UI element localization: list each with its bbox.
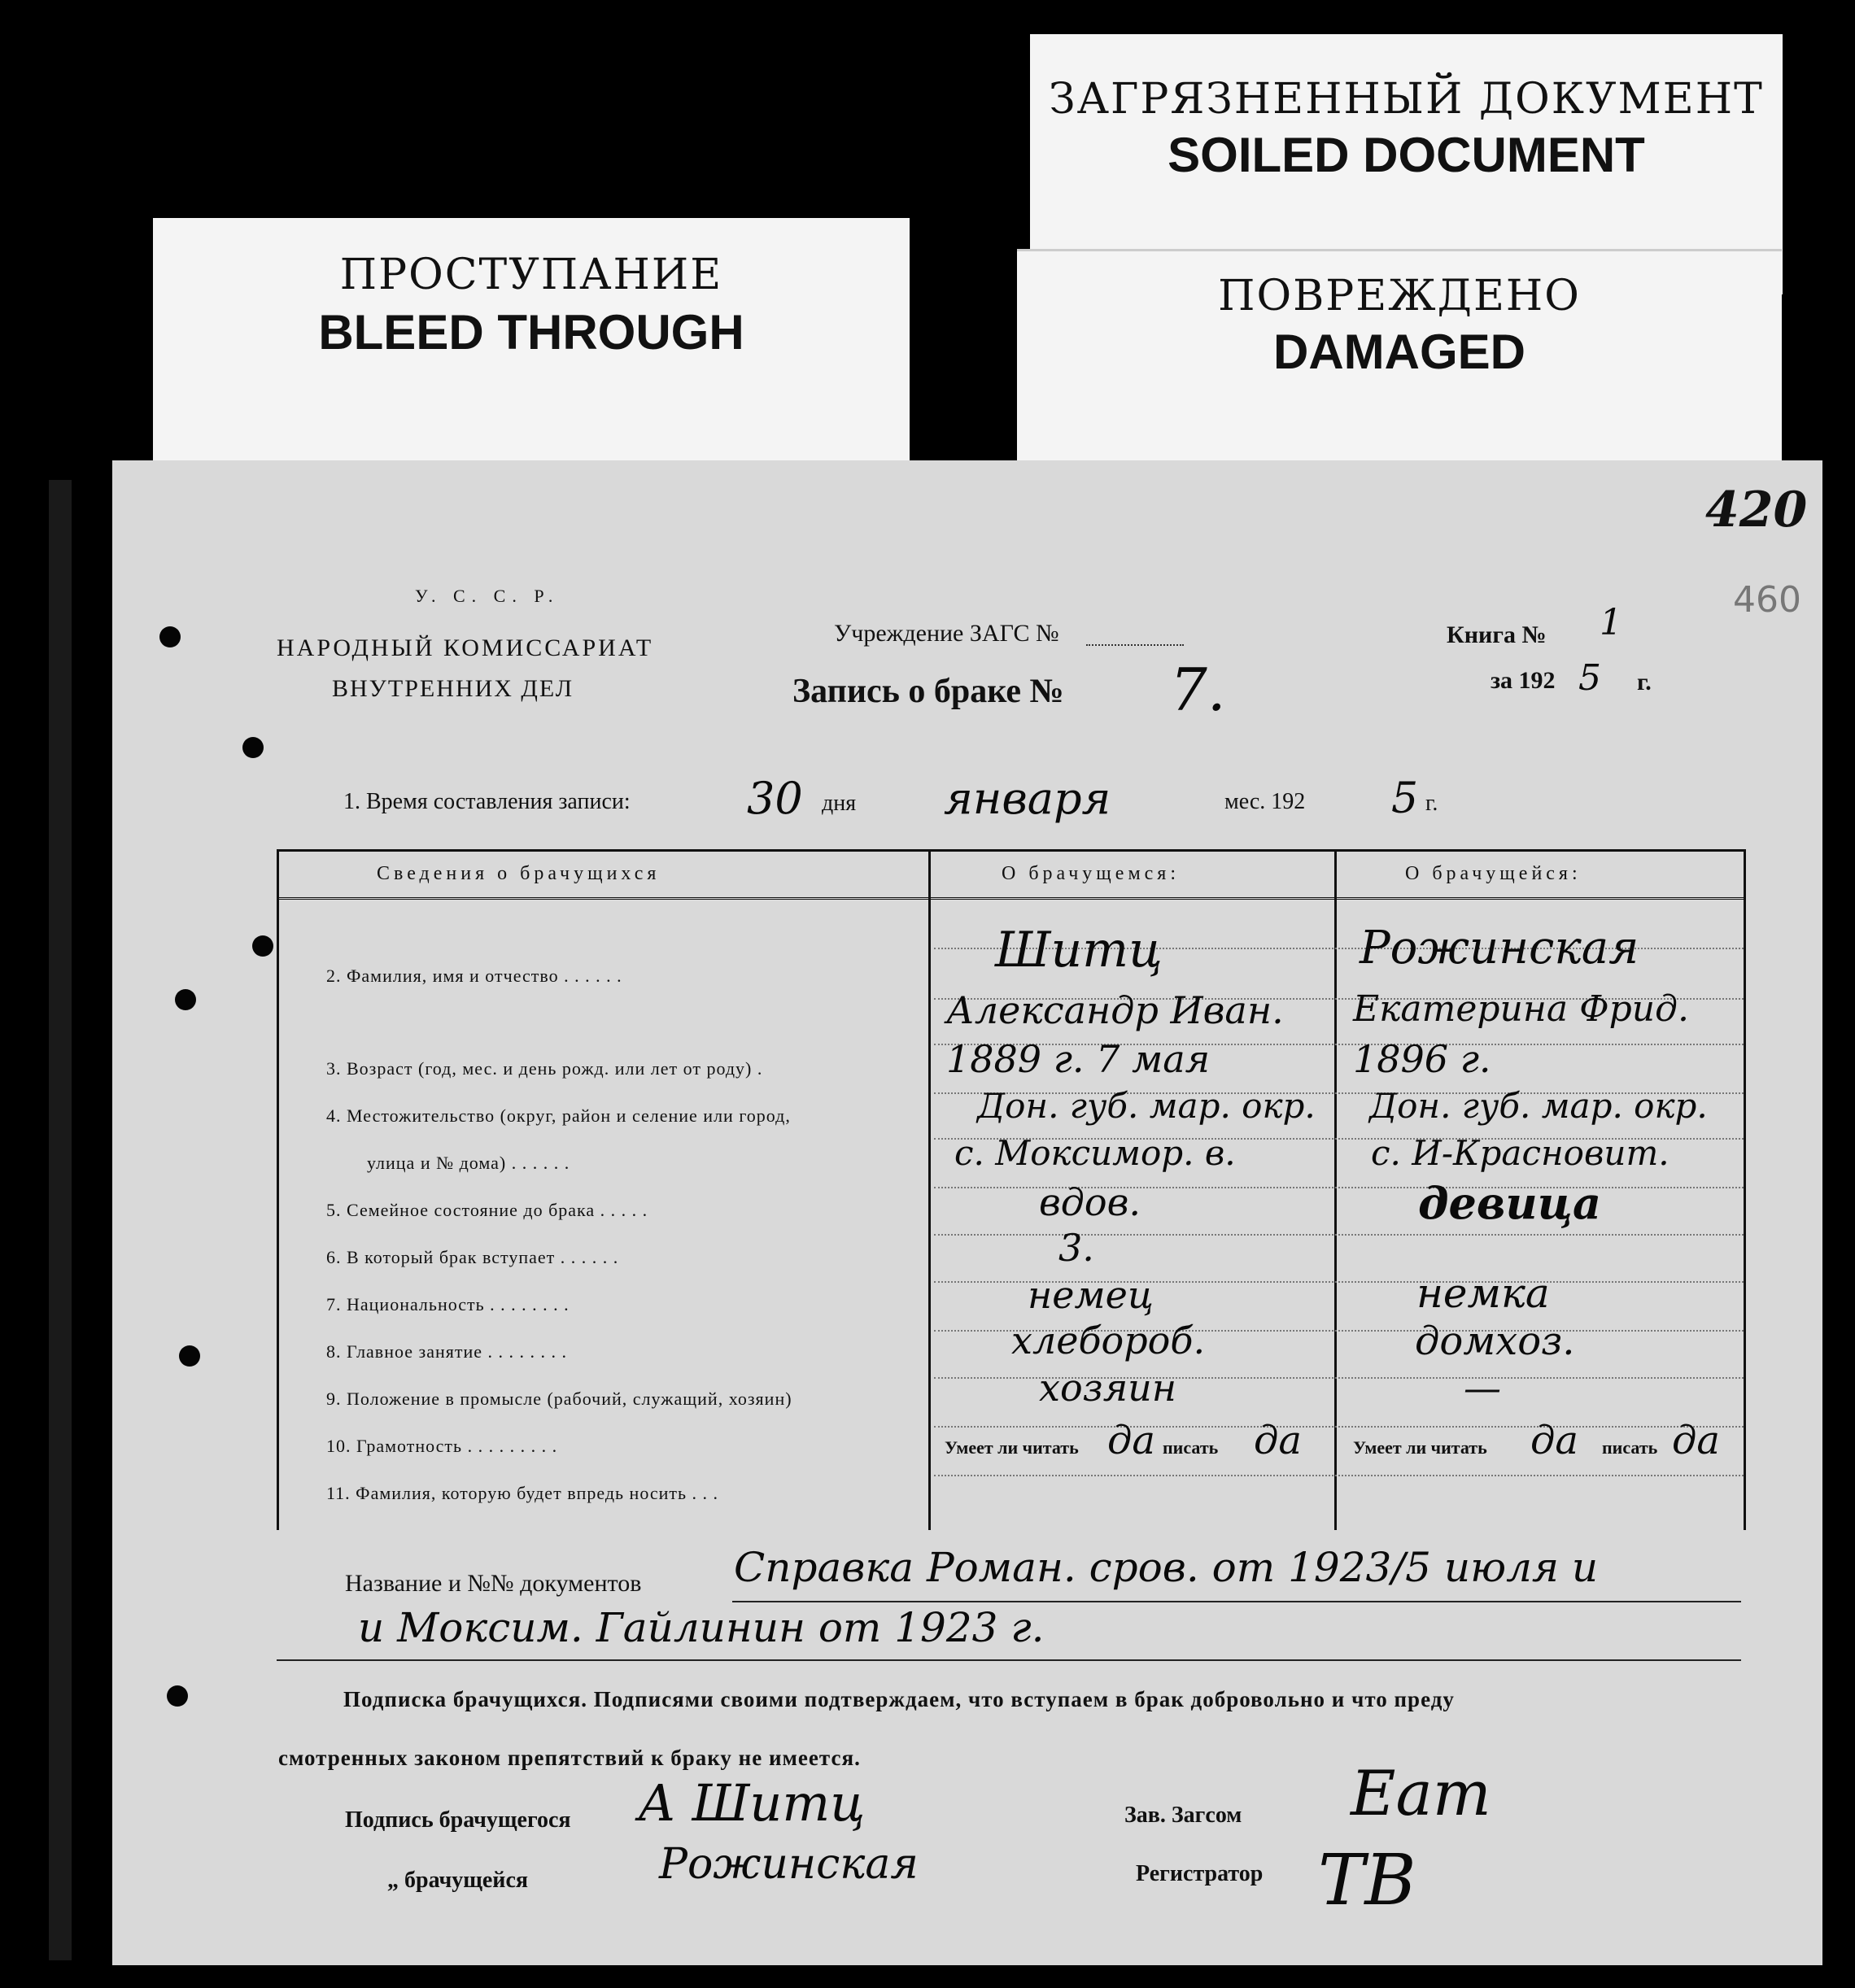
sheet-number: 420: [1705, 482, 1808, 538]
soiled-tag-en: SOILED DOCUMENT: [1168, 128, 1645, 182]
groom-marriage-no: 3.: [1058, 1226, 1094, 1270]
groom-residence-2: с. Моксимор. в.: [954, 1133, 1236, 1173]
groom-residence-1: Дон. губ. мар. окр.: [977, 1086, 1316, 1126]
zags-head-signature: Еат: [1351, 1757, 1491, 1829]
bride-read-label: Умеет ли читать: [1353, 1437, 1487, 1458]
damaged-tag-ru: ПОВРЕЖДЕНО: [1218, 272, 1581, 320]
bleed-through-tag: [153, 218, 910, 478]
groom-write-label: писать: [1163, 1437, 1219, 1458]
pledge-line-2: смотренных законом препятствий к браку не имеется.: [278, 1746, 861, 1770]
year-value: 5: [1578, 657, 1601, 699]
zags-head-label: Зав. Загсом: [1124, 1803, 1242, 1828]
registrar-signature: ТВ: [1318, 1840, 1416, 1921]
zags-blank: [1086, 644, 1184, 646]
groom-read-label: Умеет ли читать: [945, 1437, 1079, 1458]
groom-nationality: немец: [1028, 1273, 1154, 1317]
documents-line-1: Справка Роман. сров. от 1923/5 июля и: [734, 1544, 1599, 1591]
groom-signature-label: Подпись брачущегося: [345, 1807, 571, 1833]
bride-given-name: Екатерина Фрид.: [1353, 988, 1689, 1030]
groom-signature: А Шитц: [638, 1773, 866, 1833]
binding-hole: [159, 626, 181, 647]
row-label-residence-cont: улица и № дома) . . . . . .: [367, 1153, 570, 1173]
header-rule: [279, 897, 1744, 900]
row-label-age: 3. Возраст (год, мес. и день рожд. или лет от роду) .: [326, 1058, 763, 1079]
table-divider: [1334, 852, 1337, 1530]
soiled-tag-ru: ЗАГРЯЗНЕННЫЙ ДОКУМЕНТ: [1049, 75, 1764, 124]
book-label: Книга №: [1447, 621, 1547, 648]
bride-status: девица: [1418, 1177, 1601, 1229]
binding-hole: [179, 1345, 200, 1367]
row-label-marriage-no: 6. В который брак вступает . . . . . .: [326, 1247, 619, 1267]
damaged-tag: [1017, 249, 1782, 477]
record-number: 7.: [1170, 656, 1226, 724]
documents-line: [732, 1601, 1741, 1602]
zags-label: Учреждение ЗАГС №: [834, 620, 1059, 647]
groom-write: да: [1254, 1418, 1303, 1463]
record-month: января: [944, 773, 1111, 824]
groom-surname: Шитц: [995, 922, 1163, 979]
documents-line-2: и Моксим. Гайлинин от 1923 г.: [358, 1604, 1045, 1651]
registrar-label: Регистратор: [1136, 1861, 1264, 1886]
row-label-name: 2. Фамилия, имя и отчество . . . . . .: [326, 966, 622, 986]
spouse-info-table: [277, 849, 1746, 1530]
bride-birth: 1896 г.: [1353, 1037, 1491, 1081]
record-time-label: 1. Время составления записи:: [343, 789, 631, 814]
pledge-line-1: Подписка брачущихся. Подписями своими подтверждаем, что вступаем в брак добровольно и что преду: [343, 1687, 1455, 1711]
book-value: 1: [1600, 602, 1622, 643]
binding-spine: [49, 480, 72, 1960]
record-day: 30: [747, 773, 803, 824]
col-header-groom: О брачущемся:: [1002, 863, 1180, 884]
row-label-status: 5. Семейное состояние до брака . . . . .: [326, 1200, 648, 1220]
damaged-tag-en: DAMAGED: [1273, 325, 1525, 379]
bride-read: да: [1530, 1418, 1579, 1463]
year-label: за 192: [1491, 667, 1556, 694]
commissariat-line-1: НАРОДНЫЙ КОМИССАРИАТ: [277, 634, 654, 661]
bride-residence-1: Дон. губ. мар. окр.: [1369, 1086, 1708, 1126]
year-suffix: г.: [1637, 669, 1652, 695]
groom-given-name: Александр Иван.: [946, 988, 1284, 1032]
row-rule: [934, 1234, 1744, 1236]
bleed-tag-en: BLEED THROUGH: [318, 305, 744, 360]
groom-occupation: хлебороб.: [1011, 1319, 1206, 1362]
ussr-header: У. С. С. Р.: [415, 586, 560, 606]
bride-nationality: немка: [1416, 1270, 1550, 1317]
binding-hole: [242, 737, 264, 758]
binding-hole: [175, 989, 196, 1010]
binding-hole: [252, 935, 273, 957]
record-title: Запись о браке №: [792, 673, 1064, 710]
row-label-future-surname: 11. Фамилия, которую будет впредь носить . . .: [326, 1483, 719, 1503]
bride-surname: Рожинская: [1360, 922, 1639, 974]
bride-occupation: домхоз.: [1415, 1319, 1575, 1364]
row-label-occupation: 8. Главное занятие . . . . . . . .: [326, 1341, 568, 1362]
groom-birth: 1889 г. 7 мая: [946, 1037, 1211, 1081]
bride-signature-label: „ брачущейся: [387, 1868, 529, 1893]
bride-write-label: писать: [1602, 1437, 1658, 1458]
old-sheet-number: 460: [1733, 579, 1801, 621]
row-rule: [934, 1426, 1744, 1428]
binding-hole: [167, 1685, 188, 1707]
record-year-suffix: г.: [1425, 791, 1438, 816]
row-label-nationality: 7. Национальность . . . . . . . .: [326, 1294, 570, 1314]
bride-write: да: [1672, 1418, 1721, 1463]
bride-residence-2: с. И-Красновит.: [1371, 1133, 1670, 1173]
groom-position: хозяин: [1039, 1366, 1177, 1410]
groom-status: вдов.: [1039, 1180, 1141, 1224]
commissariat-line-2: ВНУТРЕННИХ ДЕЛ: [332, 675, 574, 702]
bride-position: —: [1464, 1366, 1501, 1410]
col-header-info: Сведения о брачущихся: [377, 863, 661, 884]
row-rule: [934, 1475, 1744, 1476]
row-label-literacy: 10. Грамотность . . . . . . . . .: [326, 1436, 558, 1456]
bride-signature: Рожинская: [659, 1840, 919, 1889]
documents-line: [277, 1659, 1741, 1661]
day-label: дня: [822, 791, 857, 816]
record-year: 5: [1391, 774, 1419, 823]
table-divider: [928, 852, 931, 1530]
documents-label: Название и №№ документов: [345, 1570, 642, 1597]
row-label-residence: 4. Местожительство (округ, район и селение или город,: [326, 1105, 791, 1126]
month-label: мес. 192: [1224, 789, 1306, 814]
bleed-tag-ru: ПРОСТУПАНИЕ: [339, 251, 723, 299]
row-label-position: 9. Положение в промысле (рабочий, служащий, хозяин): [326, 1389, 792, 1409]
groom-read: да: [1107, 1418, 1156, 1463]
col-header-bride: О брачущейся:: [1405, 863, 1582, 884]
